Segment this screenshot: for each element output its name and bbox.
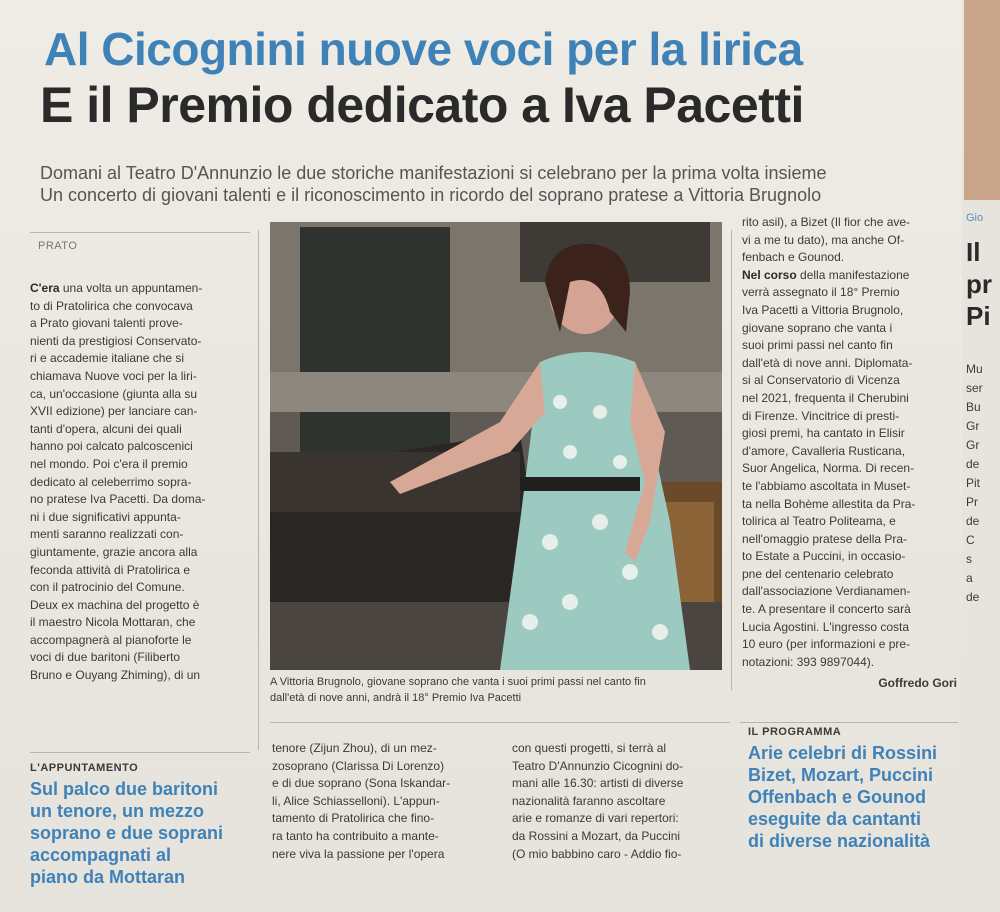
adjacent-label: Gio [966, 212, 984, 224]
appuntamento-title-line: accompagnati al [30, 845, 172, 865]
adjacent-text-fragment: Pr [966, 495, 978, 509]
headline-line-2: E il Premio dedicato a Iva Pacetti [40, 77, 804, 133]
article-text-line: tenore (Zijun Zhou), di un mez- [272, 741, 437, 755]
article-column-2 [272, 740, 497, 863]
adjacent-text-fragment: ser [966, 381, 983, 395]
adjacent-text-fragment: Pit [966, 476, 981, 490]
caption-line-2: dall'età di nove anni, andrà il 18° Premio Iva Pacetti [270, 692, 522, 704]
box-rule [270, 722, 730, 723]
appuntamento-label: L'APPUNTAMENTO [30, 762, 139, 774]
article-text-line: giuntamente, grazie ancora alla [30, 544, 198, 559]
article-text-line: arie e romanze di vari repertori: [512, 811, 679, 826]
headline-line-1: Al Cicognini nuove voci per la lirica [44, 23, 803, 75]
adjacent-headline-1: Il [966, 237, 981, 267]
article-text-line: d'amore, Cavalleria Rusticana, [742, 443, 906, 458]
article-text-line: zosoprano (Clarissa Di Lorenzo) [272, 758, 445, 773]
article-text-line: ca, un'occasione (giunta alla su [30, 386, 198, 401]
adjacent-headline-3: Pi [966, 301, 991, 331]
article-text-line: ra tanto ha contribuito a mante- [272, 828, 439, 843]
adjacent-text-fragment: de [966, 457, 980, 471]
article-text-line: nienti da prestigiosi Conservato- [30, 333, 202, 348]
column-divider [258, 230, 259, 750]
author-byline: Goffredo Gori [878, 676, 957, 691]
article-text-line: Lucia Agostini. L'ingresso costa [742, 619, 910, 634]
article-text-line: hanno poi calcato palcoscenici [30, 439, 193, 454]
article-text-line: nel mondo. Poi c'era il premio [30, 456, 188, 471]
article-text-line: XVII edizione) per lanciare can- [30, 404, 198, 419]
article-text-line: accompagnerà al pianoforte le [30, 632, 192, 647]
adjacent-text-fragment: a [966, 571, 973, 585]
article-text-line: menti saranno realizzati con- [30, 527, 184, 542]
article-text-line: con il patrocinio del Comune. [30, 580, 185, 595]
article-text-line: con questi progetti, si terrà al [512, 741, 667, 755]
article-text-line: Deux ex machina del progetto è [30, 597, 200, 612]
adjacent-text-fragment: Gr [966, 438, 980, 452]
appuntamento-title-line: Sul palco due baritoni [30, 779, 219, 799]
article-text-line: te. A presentare il concerto sarà [742, 602, 911, 617]
box-rule [30, 752, 250, 753]
adjacent-page-strip [962, 0, 1000, 912]
caption-line-1: A Vittoria Brugnolo, giovane soprano che vanta i suoi primi passi nel canto fin [270, 676, 646, 688]
article-text-line: pne del centenario celebrato [742, 566, 894, 581]
subhead-line-1: Domani al Teatro D'Annunzio le due storiche manifestazioni si celebrano per la prima volta insieme [40, 163, 827, 183]
article-text-line: di Firenze. Vincitrice di presti- [742, 408, 900, 423]
lead-words: C'era [30, 281, 63, 295]
article-text-line: nell'omaggio pratese della Pra- [742, 531, 908, 546]
box-rule [740, 722, 958, 723]
article-text-line: vi a me tu dato), ma anche Of- [742, 232, 905, 247]
photo-caption [270, 674, 722, 706]
column-divider [731, 230, 732, 690]
adjacent-text-fragment: de [966, 514, 980, 528]
article-text-line-text: della manifestazione [800, 267, 910, 282]
appuntamento-title-line: un tenore, un mezzo [30, 801, 205, 821]
article-text-line: to di Pratolirica che convocava [30, 298, 193, 313]
adjacent-text-fragment: s [966, 552, 972, 566]
article-text-line: to Estate a Puccini, in occasio- [742, 549, 906, 564]
dateline: PRATO [38, 240, 78, 252]
article-text-line: nere viva la passione per l'opera [272, 846, 445, 861]
article-text-line: mani alle 16.30: artisti di diverse [512, 776, 684, 791]
adjacent-headline [966, 236, 992, 332]
article-text-line: ri e accademie italiane che si [30, 351, 185, 366]
article-text-line: ta nella Bohème allestita da Pra- [742, 496, 916, 511]
adjacent-text-fragment: Gr [966, 419, 980, 433]
article-text-line: feconda attività di Pratolirica e [30, 562, 191, 577]
article-text-line: ni i due significativi appunta- [30, 509, 181, 524]
lead-words: Nel corso [742, 267, 801, 282]
article-text-line: nel 2021, frequenta il Cherubini [742, 390, 909, 405]
article-column-1 [30, 280, 255, 685]
adjacent-text-fragment: Mu [966, 362, 983, 376]
article-text-line: Iva Pacetti a Vittoria Brugnolo, [742, 302, 904, 317]
programma-label: IL PROGRAMMA [748, 726, 842, 738]
subheadline [40, 162, 940, 206]
appuntamento-title-line: soprano e due soprani [30, 823, 224, 843]
article-text-line: da Rossini a Mozart, da Puccini [512, 828, 681, 843]
dateline-rule [30, 232, 250, 233]
article-text-line: si al Conservatorio di Vicenza [742, 373, 900, 388]
article-text-line: dall'associazione Verdianamen- [742, 584, 911, 599]
subhead-line-2: Un concerto di giovani talenti e il riconoscimento in ricordo del soprano pratese a Vittoria Brugnolo [40, 185, 822, 205]
article-text-line: tolirica al Teatro Politeama, e [742, 514, 896, 529]
appuntamento-title-line: piano da Mottaran [30, 867, 186, 887]
article-text-line [30, 280, 255, 298]
article-text-line: Teatro D'Annunzio Cicognini do- [512, 758, 684, 773]
article-text-line: 10 euro (per informazioni e pre- [742, 637, 911, 652]
article-text-line: giosi premi, ha cantato in Elisir [742, 426, 905, 441]
article-text-line: a Prato giovani talenti prove- [30, 316, 183, 331]
article-text-line: no pratese Iva Pacetti. Da doma- [30, 492, 206, 507]
article-column-3 [512, 740, 737, 863]
article-text-line: Bruno e Ouyang Zhiming), di un [30, 668, 201, 683]
programma-title-line: Bizet, Mozart, Puccini [748, 765, 934, 785]
article-column-4 [742, 214, 957, 693]
article-text-line: il maestro Nicola Mottaran, che [30, 615, 196, 630]
article-text-line-text: una volta un appuntamen- [62, 281, 203, 295]
article-text-line: Suor Angelica, Norma. Di recen- [742, 461, 915, 476]
article-photo [270, 222, 722, 670]
article-text-line: tamento di Pratolirica che fino- [272, 811, 435, 826]
article-text-line: nazionalità faranno ascoltare [512, 793, 666, 808]
article-text-line: tanti d'opera, alcuni dei quali [30, 421, 182, 436]
programma-title-line: di diverse nazionalità [748, 831, 931, 851]
article-text-line: voci di due baritoni (Filiberto [30, 650, 181, 665]
adjacent-text-fragment: de [966, 590, 980, 604]
article-text-line: te l'abbiamo ascoltata in Muset- [742, 478, 911, 493]
appuntamento-box [30, 762, 255, 888]
adjacent-headline-2: pr [966, 269, 992, 299]
article-text-line: fenbach e Gounod. [742, 250, 845, 265]
article-text-line: suoi primi passi nel canto fin [742, 338, 893, 353]
article-text-line: (O mio babbino caro - Addio fio- [512, 846, 682, 861]
article-text-line [742, 267, 957, 285]
article-text-line: chiamava Nuove voci per la liri- [30, 368, 197, 383]
programma-title-line: eseguite da cantanti [748, 809, 922, 829]
programma-title-line: Offenbach e Gounod [748, 787, 926, 807]
article-text-line: verrà assegnato il 18° Premio [742, 285, 900, 300]
adjacent-text-fragment: Bu [966, 400, 981, 414]
article-text-line: rito asil), a Bizet (Il fior che ave- [742, 215, 911, 229]
article-text-line: e di due soprano (Sona Iskandar- [272, 776, 451, 791]
programma-title-line: Arie celebri di Rossini [748, 743, 938, 763]
adjacent-photo [964, 0, 1000, 200]
article-text-line: giovane soprano che vanta i [742, 320, 893, 335]
article-text-line: dedicato al celeberrimo sopra- [30, 474, 192, 489]
photo-illustration [270, 222, 722, 670]
adjacent-text-fragment: C [966, 533, 975, 547]
article-text-line: li, Alice Schiasselloni). L'appun- [272, 793, 440, 808]
article-text-line: notazioni: 393 9897044). [742, 654, 875, 669]
programma-box [748, 726, 958, 852]
article-text-line: dall'età di nove anni. Diplomata- [742, 355, 913, 370]
